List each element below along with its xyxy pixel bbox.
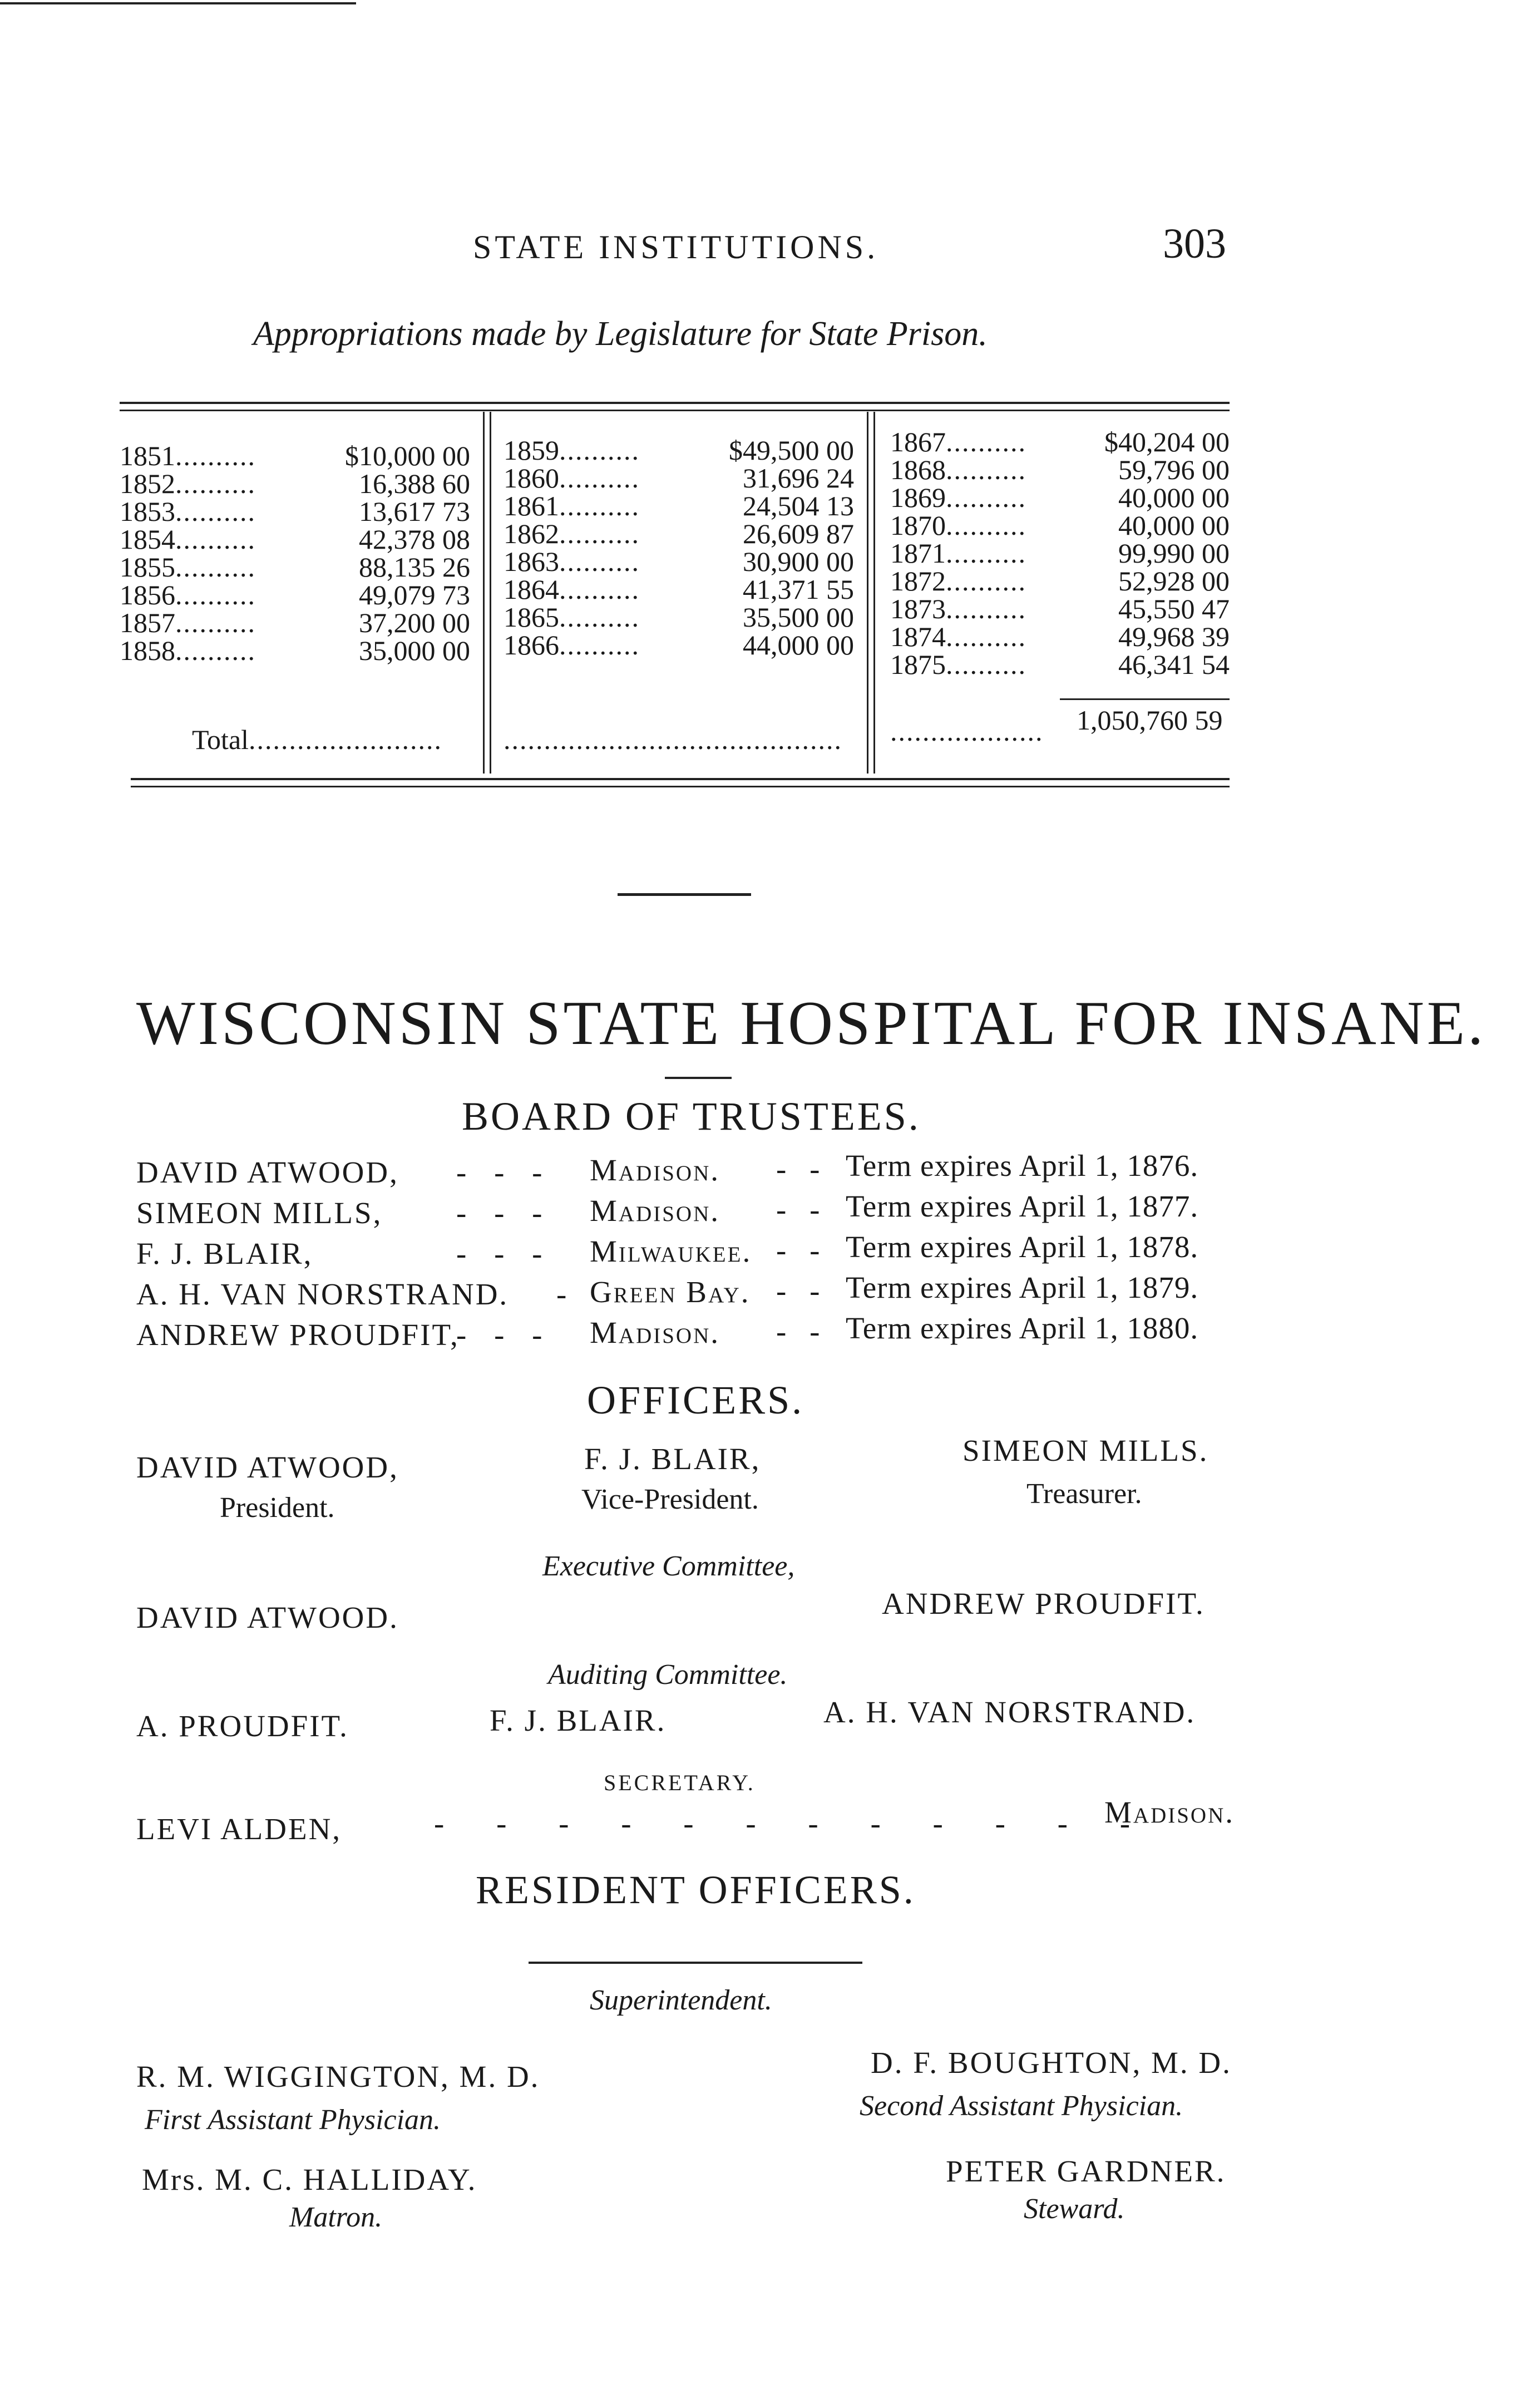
officer-role-vice-president: Vice-President. — [581, 1484, 759, 1515]
resident-1-role: First Assistant Physician. — [145, 2104, 441, 2136]
board-heading: BOARD OF TRUSTEES. — [462, 1094, 921, 1139]
table-amount-cell: 30,900 00 — [743, 546, 854, 577]
title-underline — [665, 1077, 732, 1079]
table-year-cell: 1865.......... — [504, 602, 640, 633]
secretary-label: SECRETARY. — [604, 1770, 756, 1795]
trustee-city: Madison. — [590, 1153, 720, 1187]
table-year-cell: 1854.......... — [120, 524, 256, 555]
resident-4-name: PETER GARDNER. — [946, 2154, 1226, 2188]
table-bottom-rule — [131, 778, 1230, 780]
column-divider — [867, 412, 868, 774]
top-edge-rule — [0, 2, 356, 4]
trustee-name: F. J. BLAIR, — [136, 1237, 313, 1270]
trustee-term: Term expires April 1, 1877. — [846, 1189, 1199, 1223]
resident-3-role: Matron. — [289, 2201, 383, 2233]
table-bottom-rule-2 — [131, 786, 1230, 787]
resident-4-role: Steward. — [1024, 2193, 1125, 2225]
auditing-member-1: A. PROUDFIT. — [136, 1709, 349, 1743]
table-amount-cell: 42,378 08 — [359, 524, 470, 555]
officer-name-vice-president: F. J. BLAIR, — [584, 1442, 761, 1476]
table-amount-cell: 59,796 00 — [1118, 454, 1230, 485]
table-amount-cell: 35,000 00 — [359, 635, 470, 666]
table-year-cell: 1866.......... — [504, 629, 640, 661]
page-number: 303 — [1163, 220, 1226, 267]
table-amount-cell: 37,200 00 — [359, 607, 470, 638]
officer-role-treasurer: Treasurer. — [1026, 1478, 1142, 1510]
trustee-city: Madison. — [590, 1194, 720, 1228]
table-amount-cell: 45,550 47 — [1118, 593, 1230, 624]
officer-role-president: President. — [220, 1492, 335, 1524]
resident-2-name: D. F. BOUGHTON, M. D. — [871, 2046, 1232, 2080]
secretary-dashes: - - - - - - - - - - - - — [434, 1806, 1153, 1840]
trustee-dashes: - - - — [456, 1196, 552, 1230]
table-caption: Appropriations made by Legislature for State Prison. — [253, 315, 988, 353]
resident-officers-heading: RESIDENT OFFICERS. — [476, 1868, 916, 1912]
officers-heading: OFFICERS. — [587, 1378, 804, 1422]
table-year-cell: 1860.......... — [504, 462, 640, 494]
executive-member-2: ANDREW PROUDFIT. — [882, 1587, 1205, 1620]
table-amount-cell: 35,500 00 — [743, 602, 854, 633]
trustee-dashes: - - - — [456, 1237, 552, 1270]
trustee-dashes: - - — [776, 1152, 828, 1186]
trustee-dashes: - - — [776, 1193, 828, 1226]
table-amount-cell: 24,504 13 — [743, 490, 854, 521]
col3-total-dots: ................... — [890, 716, 1044, 747]
trustee-dashes: - - - — [456, 1155, 552, 1189]
table-year-cell: 1868.......... — [890, 454, 1026, 485]
table-year-cell: 1856.......... — [120, 579, 256, 610]
table-amount-cell: 40,000 00 — [1118, 482, 1230, 513]
total-label: Total — [192, 724, 249, 755]
superintendent-label: Superintendent. — [590, 1984, 772, 2016]
hospital-title: WISCONSIN STATE HOSPITAL FOR INSANE. — [136, 989, 1487, 1058]
table-year-cell: 1867.......... — [890, 426, 1026, 457]
secretary-city: Madison. — [1104, 1795, 1235, 1829]
resident-heading-rule — [529, 1962, 862, 1964]
col2-total-dots: .......................................... — [504, 724, 842, 755]
table-amount-cell: 88,135 26 — [359, 551, 470, 583]
table-year-cell: 1857.......... — [120, 607, 256, 638]
table-year-cell: 1873.......... — [890, 593, 1026, 624]
total-label-row: Total........................ — [192, 724, 443, 755]
total-amount: 1,050,760 59 — [1077, 705, 1223, 736]
table-amount-cell: 46,341 54 — [1118, 649, 1230, 680]
trustee-city: Madison. — [590, 1316, 720, 1349]
table-year-cell: 1862.......... — [504, 518, 640, 549]
table-amount-cell: 13,617 73 — [359, 496, 470, 527]
table-amount-cell: 99,990 00 — [1118, 538, 1230, 569]
table-year-cell: 1869.......... — [890, 482, 1026, 513]
table-amount-cell: 49,968 39 — [1118, 621, 1230, 652]
table-amount-cell: 31,696 24 — [743, 462, 854, 494]
table-year-cell: 1855.......... — [120, 551, 256, 583]
table-year-cell: 1851.......... — [120, 440, 256, 471]
resident-1-name: R. M. WIGGINGTON, M. D. — [136, 2060, 540, 2093]
executive-member-1: DAVID ATWOOD. — [136, 1600, 399, 1634]
table-year-cell: 1871.......... — [890, 538, 1026, 569]
executive-committee-label: Executive Committee, — [542, 1550, 795, 1582]
trustee-city: Milwaukee. — [590, 1234, 752, 1268]
table-year-cell: 1861.......... — [504, 490, 640, 521]
trustee-name: A. H. VAN NORSTRAND. — [136, 1277, 509, 1311]
table-amount-cell: $10,000 00 — [345, 440, 470, 471]
table-amount-cell: $49,500 00 — [729, 435, 854, 466]
total-overline — [1060, 698, 1230, 700]
trustee-name: SIMEON MILLS, — [136, 1196, 383, 1230]
table-year-cell: 1874.......... — [890, 621, 1026, 652]
trustee-name: ANDREW PROUDFIT, — [136, 1318, 460, 1352]
section-separator — [618, 893, 751, 896]
trustee-dashes: - - — [776, 1274, 828, 1308]
trustee-dashes: - - — [776, 1314, 828, 1348]
table-amount-cell: 26,609 87 — [743, 518, 854, 549]
table-amount-cell: 40,000 00 — [1118, 510, 1230, 541]
column-divider — [483, 412, 485, 774]
trustee-term: Term expires April 1, 1876. — [846, 1149, 1199, 1183]
table-top-rule — [120, 402, 1230, 404]
trustee-dashes: - - - — [456, 1318, 552, 1352]
secretary-name: LEVI ALDEN, — [136, 1812, 342, 1846]
table-year-cell: 1859.......... — [504, 435, 640, 466]
table-top-rule-2 — [120, 410, 1230, 411]
officer-name-treasurer: SIMEON MILLS. — [962, 1433, 1209, 1467]
trustee-term: Term expires April 1, 1879. — [846, 1270, 1199, 1304]
trustee-name: DAVID ATWOOD, — [136, 1155, 399, 1189]
table-year-cell: 1853.......... — [120, 496, 256, 527]
resident-2-role: Second Assistant Physician. — [860, 2090, 1183, 2122]
table-amount-cell: 41,371 55 — [743, 574, 854, 605]
table-amount-cell: 52,928 00 — [1118, 565, 1230, 597]
auditing-committee-label: Auditing Committee. — [548, 1659, 788, 1691]
officer-name-president: DAVID ATWOOD, — [136, 1450, 399, 1484]
trustee-city: Green Bay. — [590, 1275, 751, 1309]
table-amount-cell: $40,204 00 — [1104, 426, 1230, 457]
trustee-dashes: - — [556, 1277, 577, 1311]
trustee-dashes: - - — [776, 1233, 828, 1267]
table-year-cell: 1864.......... — [504, 574, 640, 605]
column-divider — [490, 412, 491, 774]
table-year-cell: 1872.......... — [890, 565, 1026, 597]
table-year-cell: 1858.......... — [120, 635, 256, 666]
table-year-cell: 1875.......... — [890, 649, 1026, 680]
column-divider — [873, 412, 875, 774]
table-amount-cell: 16,388 60 — [359, 468, 470, 499]
table-year-cell: 1870.......... — [890, 510, 1026, 541]
table-amount-cell: 44,000 00 — [743, 629, 854, 661]
table-year-cell: 1863.......... — [504, 546, 640, 577]
table-amount-cell: 49,079 73 — [359, 579, 470, 610]
auditing-member-3: A. H. VAN NORSTRAND. — [823, 1695, 1196, 1729]
auditing-member-2: F. J. BLAIR. — [490, 1703, 667, 1737]
trustee-term: Term expires April 1, 1880. — [846, 1311, 1199, 1345]
table-year-cell: 1852.......... — [120, 468, 256, 499]
running-title: STATE INSTITUTIONS. — [473, 229, 879, 265]
resident-3-name: Mrs. M. C. HALLIDAY. — [142, 2162, 477, 2196]
trustee-term: Term expires April 1, 1878. — [846, 1230, 1199, 1264]
